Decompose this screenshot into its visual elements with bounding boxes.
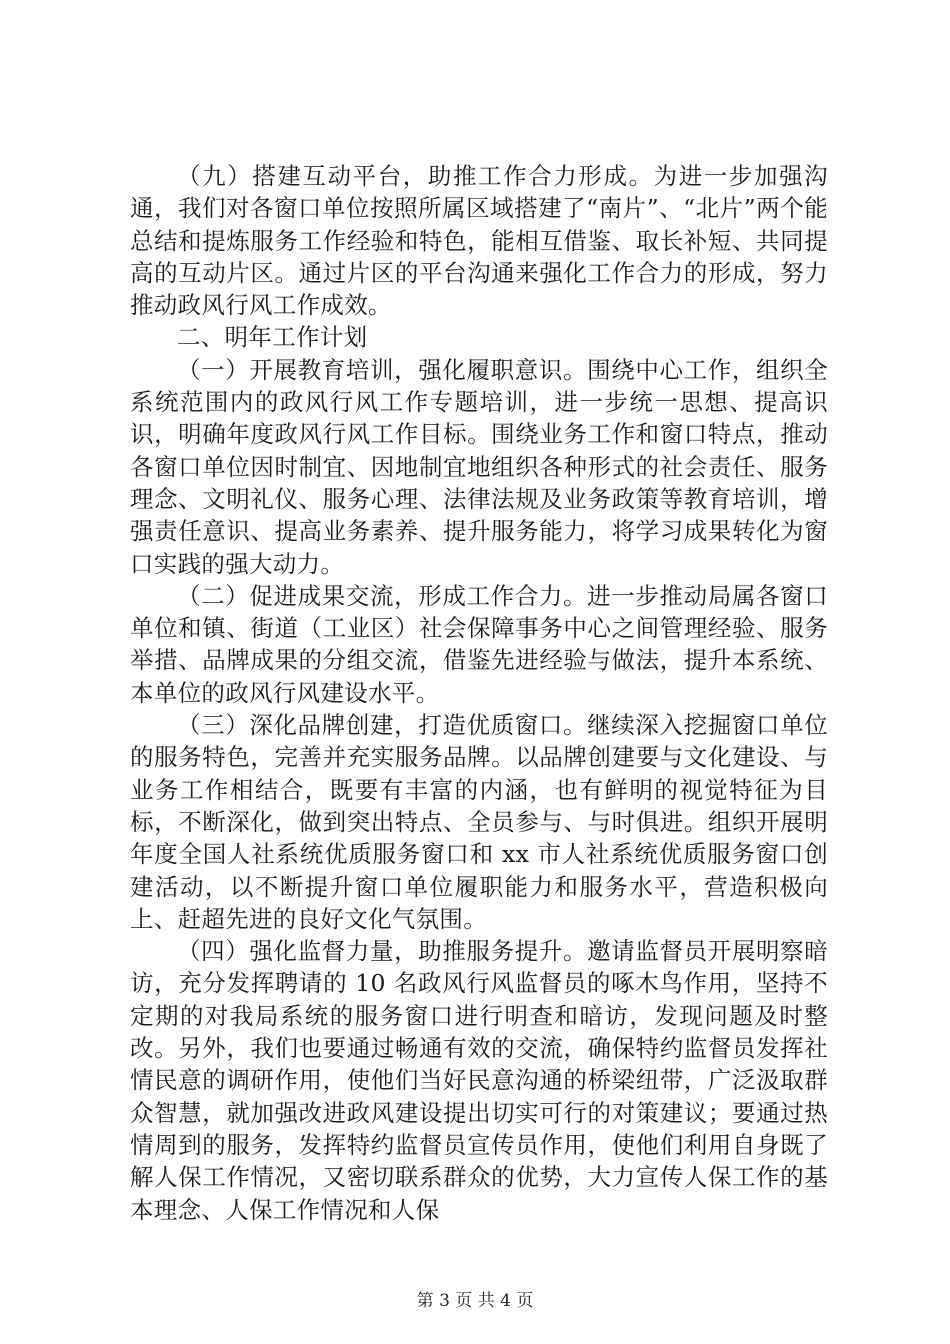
paragraph-one: （一）开展教育培训，强化履职意识。围绕中心工作，组织全系统范围内的政风行风工作专题培训，进一步统一思想、提高识识，明确年度政风行风工作目标。围绕业务工作和窗口特点，推动各窗口单位因时制宜、因地制宜地组织各种形式的社会责任、服务理念、文明礼仪、服务心理、法律法规及业务政策等教育培训，增强责任意识、提高业务素养、提升服务能力，将学习成果转化为窗口实践的强大动力。 [130,355,828,578]
page-footer: 第 3 页 共 4 页 [416,1291,534,1311]
paragraph-three: （三）深化品牌创建，打造优质窗口。继续深入挖掘窗口单位的服务特色，完善并充实服务品牌。以品牌创建要与文化建设、与业务工作相结合，既要有丰富的内涵，也有鲜明的视觉特征为目标，不断深化，做到突出特点、全员参与、与时俱进。组织开展明年度全国人社系统优质服务窗口和 xx 市人社系统优质服务窗口创建活动，以不断提升窗口单位履职能力和服务水平，营造积极向上、赶超先进的良好文化气氛围。 [130,711,828,933]
paragraph-four: （四）强化监督力量，助推服务提升。邀请监督员开展明察暗访，充分发挥聘请的 10 名政风行风监督员的啄木鸟作用，坚持不定期的对我局系统的服务窗口进行明查和暗访，发现问题及时整改。另外，我们也要通过畅通有效的交流，确保特约监督员发挥社情民意的调研作用，使他们当好民意沟通的桥梁纽带，广泛汲取群众智慧，就加强改进政风建设提出切实可行的对策建议；要通过热情周到的服务，发挥特约监督员宣传员作用，使他们利用自身既了解人保工作情况，又密切联系群众的优势，大力宣传人保工作的基本理念、人保工作情况和人保 [130,937,828,1224]
document-body [130,160,828,1226]
section-heading-next-year-plan: 二、明年工作计划 [177,323,368,352]
paragraph-nine: （九）搭建互动平台，助推工作合力形成。为进一步加强沟通，我们对各窗口单位按照所属区域搭建了“南片”、“北片”两个能总结和提炼服务工作经验和特色，能相互借鉴、取长补短、共同提高的互动片区。通过片区的平台沟通来强化工作合力的形成，努力推动政风行风工作成效。 [130,162,828,320]
paragraph-two: （二）促进成果交流，形成工作合力。进一步推动局属各窗口单位和镇、街道（工业区）社会保障事务中心之间管理经验、服务举措、品牌成果的分组交流，借鉴先进经验与做法，提升本系统、本单位的政风行风建设水平。 [130,581,828,707]
